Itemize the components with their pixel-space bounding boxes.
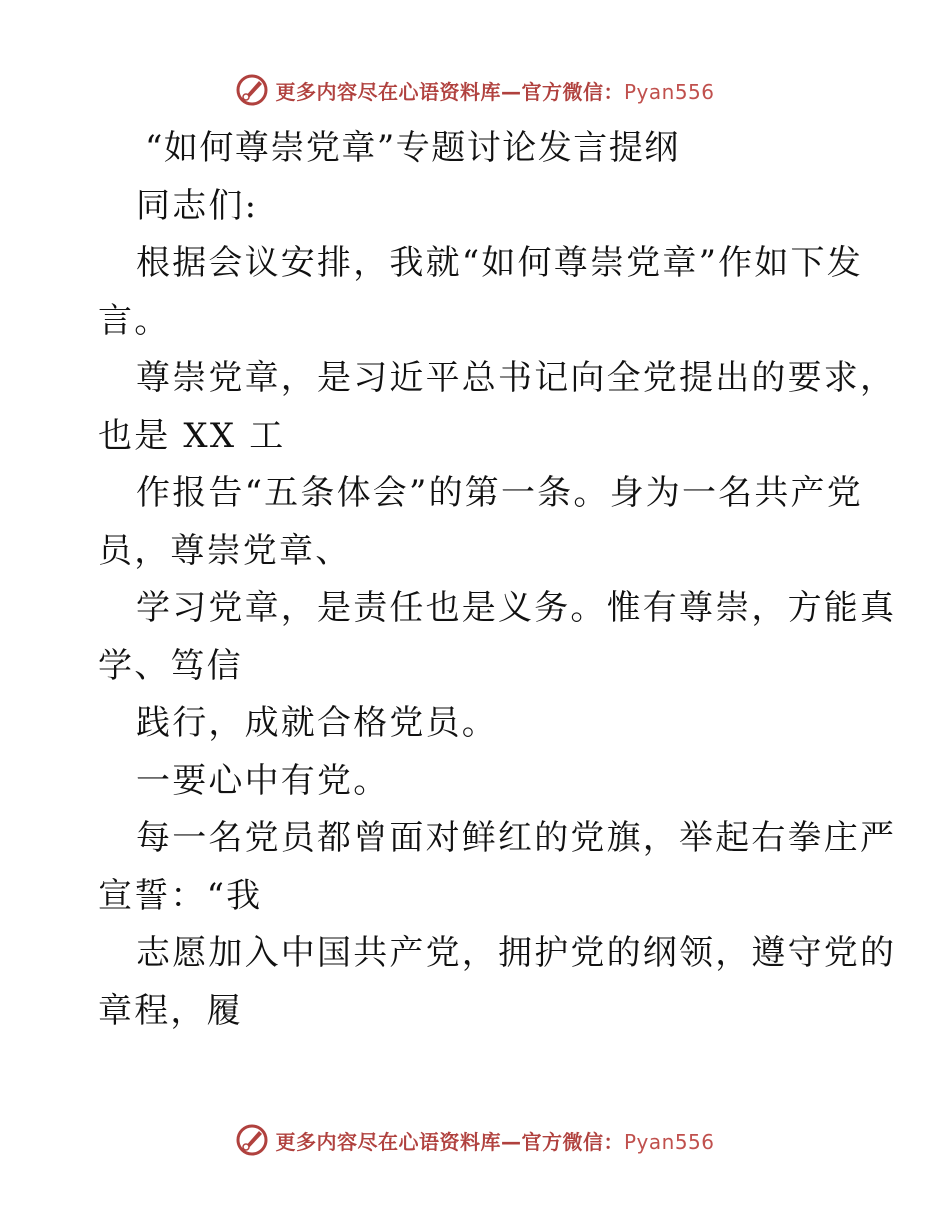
paragraph-line: 也是 XX 工 (98, 415, 286, 456)
watermark-text: 更多内容尽在心语资料库—官方微信：Pyan556 (275, 1129, 715, 1154)
paragraph-line: 践行，成就合格党员。 (136, 703, 498, 743)
quill-logo-icon (235, 73, 269, 107)
watermark-text: 更多内容尽在心语资料库—官方微信：Pyan556 (275, 79, 715, 104)
footer-watermark (0, 1120, 950, 1160)
paragraph-line: 宣誓：“我 (98, 875, 263, 916)
paragraph-line: 志愿加入中国共产党，拥护党的纲领，遵守党的 (136, 933, 897, 973)
paragraph-line: 根据会议安排，我就“如何尊崇党章”作如下发 (136, 243, 863, 283)
paragraph-line: 尊崇党章，是习近平总书记向全党提出的要求， (136, 358, 897, 398)
header-watermark (0, 70, 950, 110)
paragraph-line: 学习党章，是责任也是义务。惟有尊崇，方能真 (136, 588, 897, 628)
paragraph-line: 员，尊崇党章、 (98, 530, 352, 571)
section-heading: 一要心中有党。 (136, 760, 390, 801)
watermark-wechat-id: Pyan556 (623, 79, 715, 104)
paragraph-line: 章程，履 (98, 990, 243, 1031)
paragraph-line: 言。 (98, 300, 171, 341)
document-body (98, 120, 897, 1040)
document-title: “如何尊崇党章”专题讨论发言提纲 (145, 128, 680, 168)
watermark-wechat-id: Pyan556 (623, 1129, 715, 1154)
quill-logo-icon (235, 1123, 269, 1157)
paragraph-line: 作报告“五条体会”的第一条。身为一名共产党 (136, 473, 863, 513)
paragraph-line: 同志们: (136, 185, 259, 226)
paragraph-line: 学、笃信 (98, 645, 243, 686)
paragraph-line: 每一名党员都曾面对鲜红的党旗，举起右拳庄严 (136, 818, 897, 858)
